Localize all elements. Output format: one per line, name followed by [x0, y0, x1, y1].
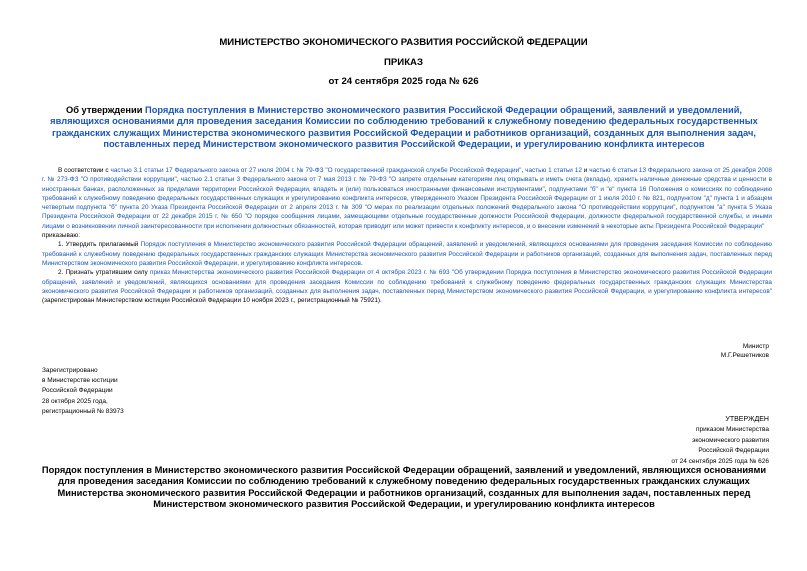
order-word: приказываю:: [42, 232, 80, 240]
preamble-link[interactable]: частью 6 статьи 13 Федерального закона от 25 декабря 2008 г. № 273-ФЗ "О противодействии коррупции": [42, 167, 772, 184]
order-body: [42, 166, 772, 305]
approval-line: экономического развития: [692, 436, 769, 444]
ministry-heading: МИНИСТЕРСТВО ЭКОНОМИЧЕСКОГО РАЗВИТИЯ РОССИЙСКОЙ ФЕДЕРАЦИИ: [219, 37, 588, 48]
approval-block: [671, 415, 769, 467]
registration-line: в Министерстве юстиции: [42, 377, 118, 385]
signature-block: [721, 342, 769, 361]
preamble-link[interactable]: частью 3.1 статьи 17 Федерального закона от 27 июля 2004 г. № 79-ФЗ "О государственной гражданской службе Российской Федерации": [110, 167, 522, 174]
signature-position: Министр: [742, 343, 769, 350]
preamble-text: ,: [544, 185, 550, 193]
signature-name: М.Г.Решетников: [720, 352, 769, 360]
order-title-link[interactable]: Порядка поступления в Министерство экономического развития Российской Федерации обращений, заявлений и уведомлений, являющихся основаниями для проведения заседания Комиссии по соблюдению требований к служебному поведению федеральных государственных гражданских служащих Министерства экономического развития Российской Федерации и работников организаций, созданных для выполнения задач, поставленных перед Министерством экономического развития Российской Федерации, и урегулированию конфликта интересов: [50, 105, 758, 150]
item-2-paragraph: [42, 268, 772, 305]
preamble-paragraph: [42, 166, 772, 231]
item-1-text: 1. Утвердить прилагаемый: [58, 241, 141, 249]
item-1-text: .: [360, 259, 363, 267]
preamble-link[interactable]: подпунктами "б" и "е" пункта 16 Положения о комиссиях по соблюдению требований к служебному поведению федеральных государственных служащих и урегулированию конфликта интересов, утвержденного Указом Президента Российской Федерации от 1 июля 2010 г. № 821: [42, 185, 772, 202]
registration-line: регистрационный № 83973: [42, 407, 124, 415]
approval-line: Российской Федерации: [698, 447, 769, 455]
document-type: ПРИКАЗ: [384, 57, 423, 68]
registration-block: [42, 366, 124, 417]
preamble-link[interactable]: подпунктом "д" пункта 1 и абзацем четвертым подпункта "б" пункта 20 Указа Президента Российской Федерации от 2 апреля 2013 г. № 309 "О мерах по реализации отдельных положений Федерального закона "О противодействии коррупции": [42, 194, 772, 212]
order-title: [48, 105, 760, 151]
item-1-paragraph: [42, 240, 772, 268]
preamble-text: В соответствии с: [58, 167, 111, 174]
item-2-text: (зарегистрирован Министерством юстиции Российской Федерации 10 ноября 2023 г., регистрационный № 75921).: [42, 297, 382, 305]
preamble-link[interactable]: частью 2.1 статьи 3 Федерального закона от 7 мая 2013 г. № 79-ФЗ "О запрете отдельным категориям лиц открывать и иметь счета (вклады), хранить наличные денежные средства и ценности в иностранных банках, расположенных за пределами территории Российской Федерации, владеть и (или) пользоваться иностранными финансовыми инструментами": [42, 176, 772, 193]
annex-title: Порядок поступления в Министерство экономического развития Российской Федерации обращений, заявлений и уведомлений, являющихся основаниями для проведения заседания Комиссии по соблюдению требований к служебному поведению федеральных государственных гражданских служащих Министерства экономического развития Российской Федерации и работников организаций, созданных для выполнения задач, поставленных перед Министерством экономического развития Российской Федерации, и урегулированию конфликта интересов: [41, 465, 767, 509]
approval-heading: УТВЕРЖДЕН: [725, 416, 769, 423]
preamble-text: ,: [663, 194, 668, 202]
preamble-link[interactable]: подпунктом "а" пункта 5 Указа Президента Российской Федерации от 22 декабря 2015 г. № 650 "О порядке сообщения лицами, замещающими отдельные государственные должности Российской Федерации, должности федеральной государственной службы, и иными лицами о возникновении личной заинтересованности при исполнении должностных обязанностей, которая приводит или может привести к конфликту интересов, и о внесении изменений в некоторые акты Президента Российской Федерации": [42, 204, 772, 230]
item-2-link[interactable]: приказ Министерства экономического развития Российской Федерации от 4 октября 2023 г. № 693 "Об утверждении Порядка поступления в Министерство экономического развития Российской Федерации обращений, заявлений и уведомлений, являющихся основаниями для проведения заседания Комиссии по соблюдению требований к служебному поведению федеральных государственных гражданских служащих Министерства экономического развития Российской Федерации и работников организаций, созданных для выполнения задач, поставленных перед Министерством экономического развития Российской Федерации, и урегулированию конфликта интересов": [42, 269, 772, 295]
item-2-text: 2. Признать утратившим силу: [58, 269, 150, 277]
approval-line: приказом Министерства: [696, 426, 769, 434]
order-title-prefix: Об утверждении: [66, 105, 146, 115]
registration-line: 28 октября 2025 года,: [42, 397, 108, 405]
item-1-link[interactable]: Порядок поступления в Министерство экономического развития Российской Федерации обращений, заявлений и уведомлений, являющихся основаниями для проведения заседания Комиссии по соблюдению требований к служебному поведению федеральных государственных гражданских служащих Министерства экономического развития Российской Федерации и работников организаций, созданных для выполнения задач, поставленных перед Министерством экономического развития Российской Федерации, и урегулированию конфликта интересов: [42, 241, 772, 267]
preamble-text: и: [581, 167, 590, 174]
preamble-link[interactable]: частью 1 статьи 12: [525, 167, 582, 174]
registration-line: Зарегистрировано: [42, 367, 98, 374]
document-date-number: от 24 сентября 2025 года № 626: [328, 76, 479, 87]
preamble-text: ,: [675, 204, 680, 212]
preamble-text: ,: [176, 176, 181, 184]
approval-line: от 24 сентября 2025 года № 626: [671, 457, 769, 465]
registration-line: Российской Федерации: [42, 387, 113, 395]
preamble-text: ,: [521, 167, 526, 174]
